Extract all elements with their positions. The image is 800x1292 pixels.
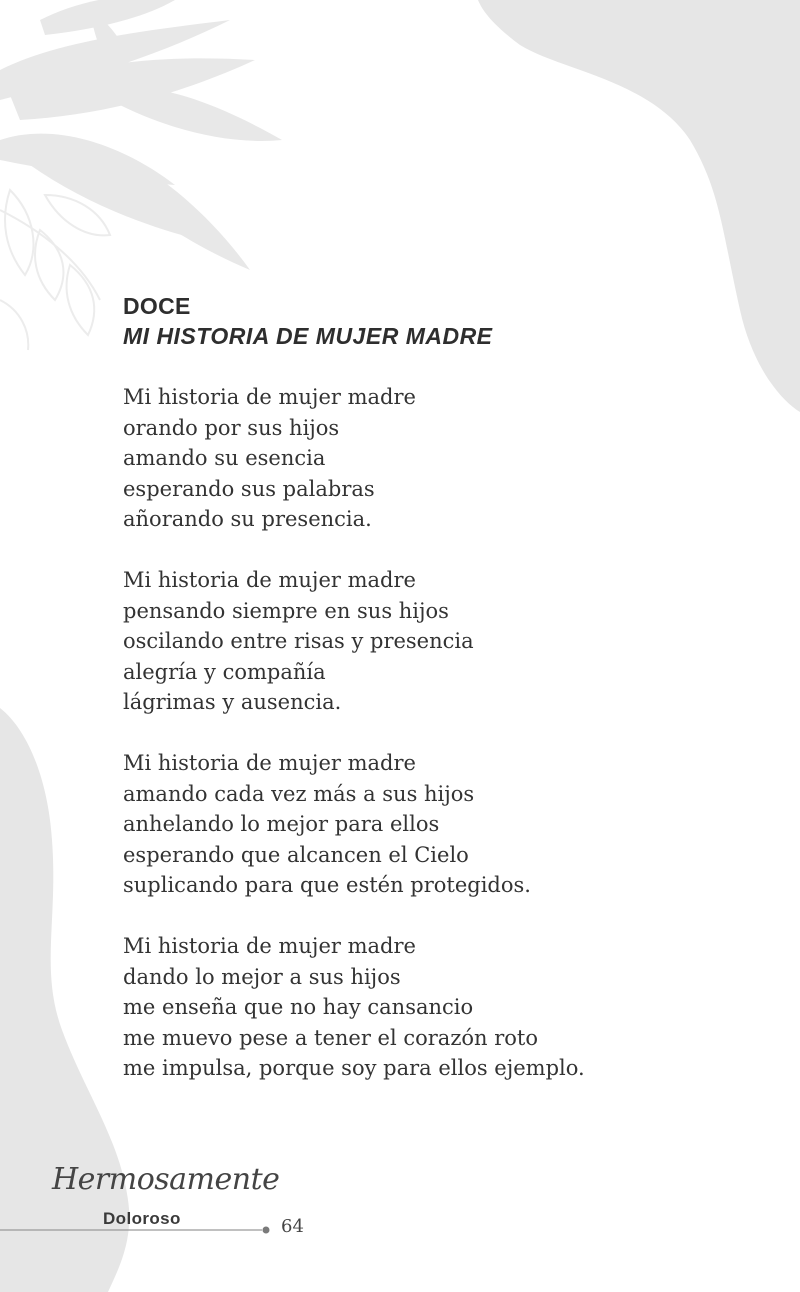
poem-line: oscilando entre risas y presencia (123, 629, 474, 653)
poem-line: añorando su presencia. (123, 507, 372, 531)
poem-line: Mi historia de mujer madre (123, 568, 416, 592)
poem-line: Mi historia de mujer madre (123, 934, 416, 958)
stanza (123, 382, 763, 535)
stanza (123, 565, 763, 718)
poem-line: dando lo mejor a sus hijos (123, 964, 401, 989)
poem-line: me enseña que no hay cansancio (123, 995, 474, 1019)
chapter-content (123, 291, 763, 1114)
poem-line: me impulsa, porque soy para ellos ejemplo. (123, 1056, 585, 1080)
poem-line: suplicando para que estén protegidos. (123, 873, 531, 897)
chapter-number: DOCE (123, 293, 191, 319)
poem-line: me muevo pese a tener el corazón roto (123, 1025, 538, 1050)
poem-line: orando por sus hijos (123, 415, 340, 440)
stanza (123, 748, 763, 901)
book-logo-subtitle: Doloroso (103, 1209, 181, 1228)
book-logo-script: Hermosamente (52, 1162, 280, 1197)
page-number: 64 (281, 1216, 304, 1237)
poem-line: Mi historia de mujer madre (123, 385, 416, 409)
poem-line: amando cada vez más a sus hijos (123, 781, 475, 806)
poem-line: esperando que alcancen el Cielo (123, 842, 469, 867)
poem-line: Mi historia de mujer madre (123, 751, 416, 775)
stanza (123, 931, 763, 1084)
poem-line: amando su esencia (123, 446, 326, 470)
poem-line: alegría y compañía (123, 659, 326, 684)
poem-line: lágrimas y ausencia. (123, 690, 342, 714)
poem-line: pensando siempre en sus hijos (123, 598, 449, 623)
leaf-outline-decoration (0, 190, 110, 350)
bottom-left-blob (0, 708, 129, 1292)
leaf-branch-decoration (0, 0, 282, 270)
poem (123, 382, 763, 1084)
poem-line: esperando sus palabras (123, 476, 375, 501)
poem-line: anhelando lo mejor para ellos (123, 812, 440, 836)
chapter-title: MI HISTORIA DE MUJER MADRE (123, 323, 493, 349)
